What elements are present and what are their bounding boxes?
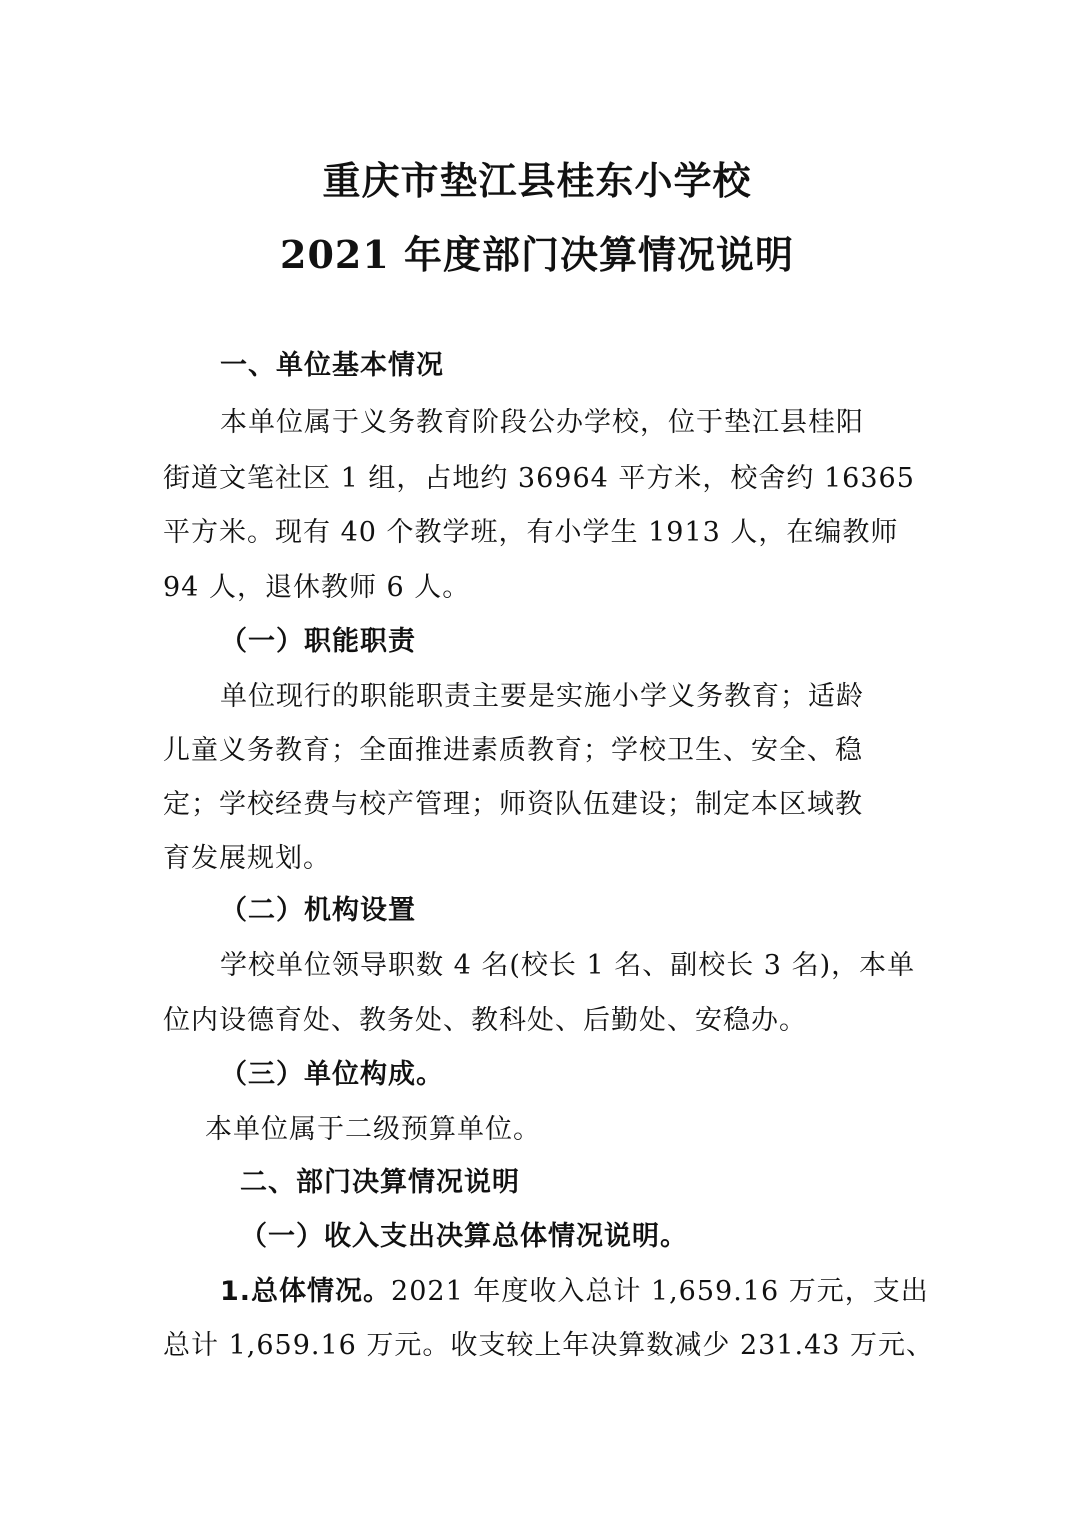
section1-intro-line: 平方米。现有 40 个教学班，有小学生 1913 人，在编教师 [163, 517, 899, 548]
section1-intro-line: 街道文笔社区 1 组，占地约 36964 平方米，校舍约 16365 [163, 463, 915, 494]
subsection-heading-composition: （三）单位构成。 [220, 1059, 444, 1090]
subsection-heading-income-expense: （一）收入支出决算总体情况说明。 [240, 1221, 688, 1252]
duties-line: 单位现行的职能职责主要是实施小学义务教育；适龄 [220, 681, 864, 712]
overall-situation-line [220, 1269, 929, 1308]
section2-heading: 二、部门决算情况说明 [240, 1167, 520, 1198]
composition-line: 本单位属于二级预算单位。 [205, 1114, 541, 1145]
duties-line: 儿童义务教育；全面推进素质教育；学校卫生、安全、稳 [163, 735, 863, 766]
organization-line: 位内设德育处、教务处、教科处、后勤处、安稳办。 [163, 1005, 807, 1036]
overall-situation-text: 2021 年度收入总计 1,659.16 万元，支出 [391, 1276, 929, 1307]
section1-intro-line: 本单位属于义务教育阶段公办学校，位于垫江县桂阳 [220, 407, 864, 438]
document-title-line1: 重庆市垫江县桂东小学校 [322, 158, 752, 203]
document-title-line2: 2021 年度部门决算情况说明 [280, 232, 794, 277]
section1-intro-line: 94 人，退休教师 6 人。 [163, 572, 471, 603]
subsection-heading-organization: （二）机构设置 [220, 895, 416, 926]
overall-situation-label: 1.总体情况。 [220, 1276, 392, 1307]
section1-heading: 一、单位基本情况 [220, 350, 444, 381]
subsection-heading-duties: （一）职能职责 [220, 626, 416, 657]
duties-line: 育发展规划。 [163, 843, 331, 874]
duties-line: 定；学校经费与校产管理；师资队伍建设；制定本区域教 [163, 789, 863, 820]
organization-line: 学校单位领导职数 4 名(校长 1 名、副校长 3 名)，本单 [220, 950, 916, 981]
overall-situation-line2: 总计 1,659.16 万元。收支较上年决算数减少 231.43 万元、 [163, 1330, 935, 1361]
